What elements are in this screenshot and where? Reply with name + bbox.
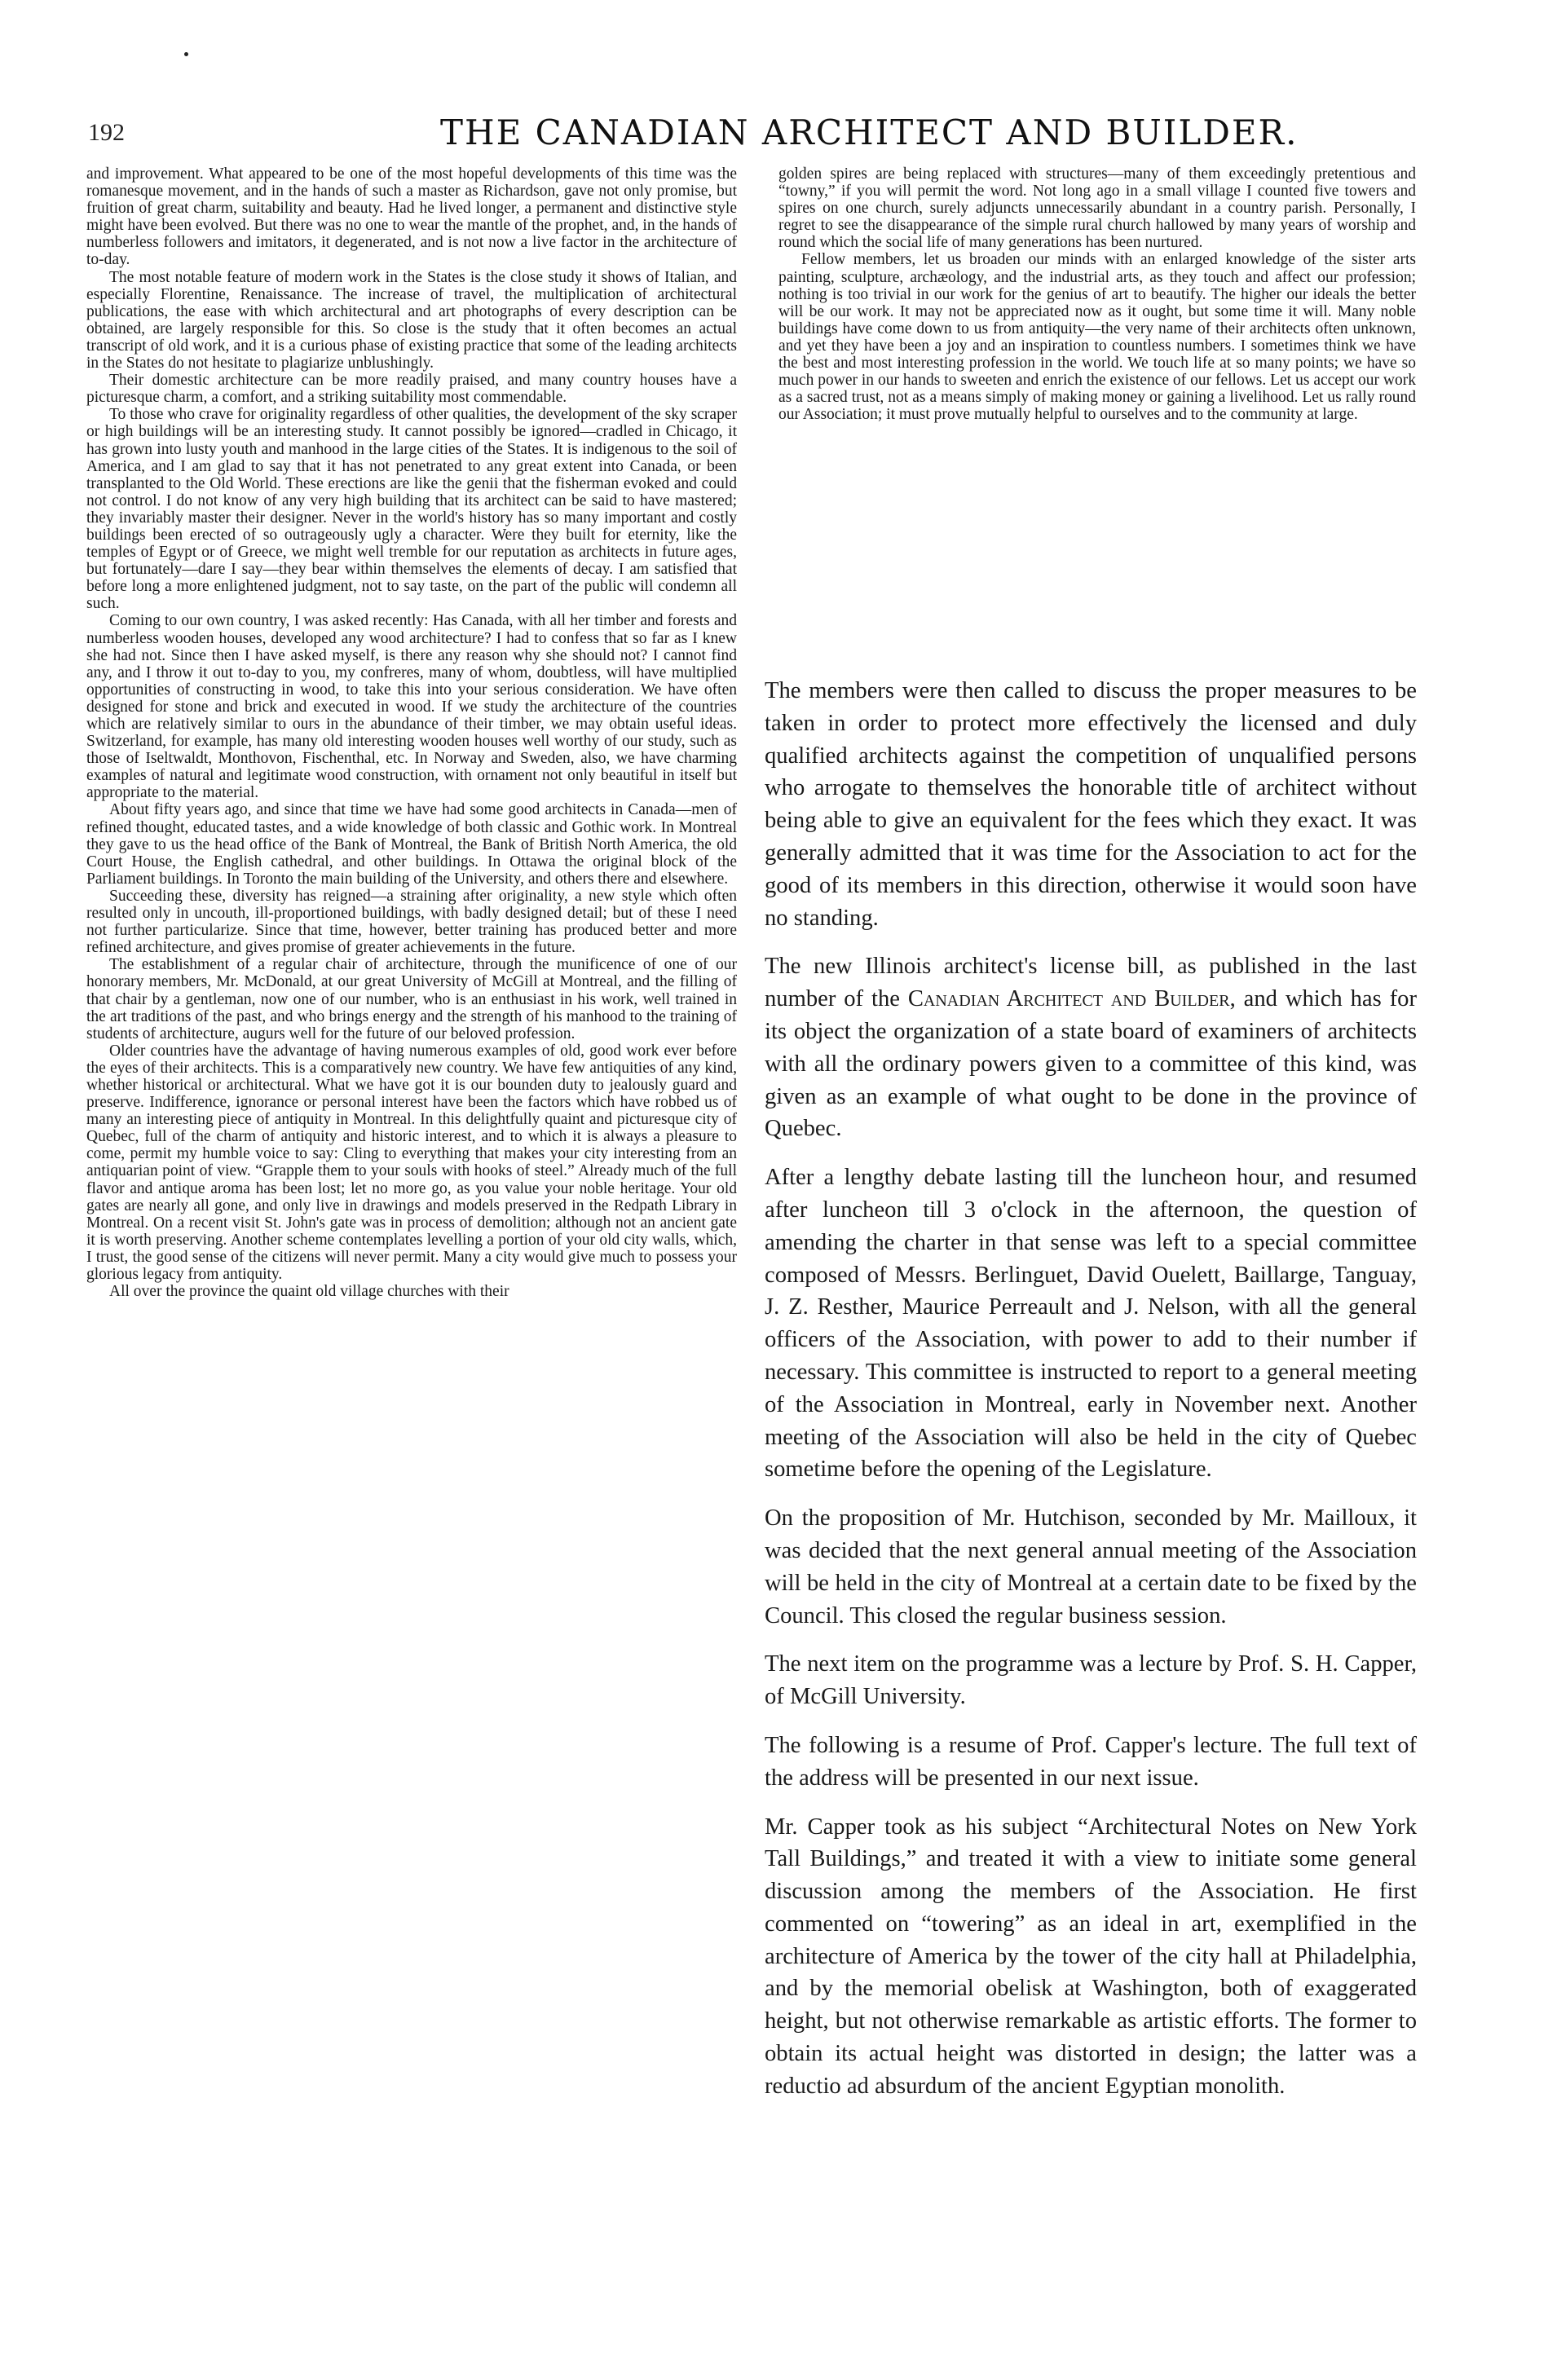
ink-speck xyxy=(184,52,188,56)
page-number: 192 xyxy=(88,119,125,146)
paragraph: On the proposition of Mr. Hutchison, seconded by Mr. Mailloux, it was decided that the next general annual meeting of the Association will be held in the city of Montreal at a certain date to be fixed by the Council. This closed the regular business session. xyxy=(765,1505,1417,1629)
paragraph: and improvement. What appeared to be one of the most hopeful developments of this time was the romanesque movement, and in the hands of such a master as Richardson, gave not only promise, but fruition of great charm, suitability and beauty. Had he lived longer, a permanent and distinctive style might have been evolved. But there was no one to wear the mantle of the prophet, and, in the hands of numberless followers and imitators, it degenerated, and is not now a live factor in the architecture of to-day. xyxy=(86,165,737,269)
paragraph: Coming to our own country, I was asked recently: Has Canada, with all her timber and forests and numberless wooden houses, developed any wood architecture? I had to confess that so far as I knew she had not. Since then I have asked myself, is there any reason why she should not? I cannot find any, and I throw it out to-day to you, my confreres, many of whom, doubtless, will have multiplied opportunities of constructing in wood, to take this into your serious consideration. We have often designed for stone and brick and executed in wood. If we study the architecture of the countries which are relatively similar to ours in the abundance of their timber, we may obtain useful ideas. Switzerland, for example, has many old interesting wooden houses well worthy of our study, such as those of Iseltwaldt, Monthovon, Fischenthal, etc. In Norway and Sweden, also, we have charming examples of natural and legitimate wood construction, with ornament not only beautiful in itself but appropriate to the material. xyxy=(86,612,737,802)
paragraph: Mr. Capper took as his subject “Architectural Notes on New York Tall Buildings,” and treated it with a view to initiate some general discussion among the members of the Association. He first commented on “towering” as an ideal in art, exemplified in the architecture of America by the tower of the city hall at Philadelphia, and by the memorial obelisk at Washington, both of exaggerated height, but not otherwise remarkable as artistic efforts. The former to obtain its actual height was distorted in design; the latter was a reductio ad absurdum of the ancient Egyptian monolith. xyxy=(765,1814,1417,2099)
paragraph: The following is a resume of Prof. Capper's lecture. The full text of the address will be presented in our next issue. xyxy=(765,1732,1417,1791)
paragraph: About fifty years ago, and since that time we have had some good architects in Canada—men of refined thought, educated tastes, and a wide knowledge of both classic and Gothic work. In Montreal they gave to us the head office of the Bank of Montreal, the Bank of British North America, the old Court House, the English cathedral, and other buildings. In Ottawa the original block of the Parliament buildings. In Toronto the main building of the University, and others there and elsewhere. xyxy=(86,801,737,888)
right-column-report xyxy=(765,675,1417,2378)
running-title: THE CANADIAN ARCHITECT AND BUILDER. xyxy=(440,112,1299,152)
text-run: The new Illinois architect's license bill, as published in the last number of the xyxy=(765,954,1417,1012)
paragraph: Older countries have the advantage of having numerous examples of old, good work ever before the eyes of their architects. This is a comparatively new country. We have few antiquities of any kind, whether historical or architectural. What we have got it is our bounden duty to jealously guard and preserve. Indifference, ignorance or personal interest have been the factors which have robbed us of many an interesting piece of antiquity in Montreal. In this delightfully quaint and picturesque city of Quebec, full of the charm of antiquity and historic interest, and to which it is always a pleasure to come, permit my humble voice to say: Cling to everything that makes your city interesting from an antiquarian point of view. “Grapple them to your souls with hooks of steel.” Already much of the full flavor and antique aroma has been lost; let no more go, as you value your noble heritage. Your old gates are nearly all gone, and only live in drawings and models preserved in the Redpath Library in Montreal. On a recent visit St. John's gate was in process of demolition; although not an ancient gate it is worth preserving. Another scheme contemplates levelling a portion of your old city walls, which, I trust, the good sense of the citizens will never permit. Many a city would give much to possess your glorious legacy from antiquity. xyxy=(86,1042,737,1283)
paragraph: All over the province the quaint old village churches with their xyxy=(109,1283,509,1301)
paragraph: golden spires are being replaced with structures—many of them exceedingly pretentious and “towny,” if you will permit the word. Not long ago in a small village I counted five towers and spires on one church, surely adjuncts unnecessarily abundant in a country parish. Personally, I regret to see the disappearance of the simple rural church hallowed by many years of worship and round which the social life of many generations has been nurtured. xyxy=(778,165,1416,252)
paragraph: Their domestic architecture can be more readily praised, and many country houses have a picturesque charm, a comfort, and a striking suitability most commendable. xyxy=(86,372,737,407)
right-column-address-end xyxy=(778,165,1416,671)
paragraph: The members were then called to discuss the proper measures to be taken in order to protect more effectively the licensed and duly qualified architects against the competition of unqualified persons who arrogate to themselves the honorable title of architect without being able to give an equivalent for the fees which they exact. It was generally admitted that it was time for the Association to act for the good of its members in this direction, otherwise it would soon have no standing. xyxy=(765,678,1417,931)
left-column xyxy=(86,165,737,2366)
paragraph: The establishment of a regular chair of architecture, through the munificence of one of our honorary members, Mr. McDonald, at our great University of McGill at Montreal, and the filling of that chair by a gentleman, now one of our number, who is an enthusiast in his work, well trained in the art traditions of the past, and who brings energy and the strength of his manhood to the training of students of architecture, augurs well for the future of our beloved profession. xyxy=(86,956,737,1042)
paragraph: The most notable feature of modern work in the States is the close study it shows of Italian, and especially Florentine, Renaissance. The increase of travel, the multiplication of architectural publications, the ease with which architectural and art photographs of every description can be obtained, are largely responsible for this. So close is the study that it often becomes an actual transcript of old work, and it is a curious phase of existing practice that some of the leading architects in the States do not hesitate to plagiarize unblushingly. xyxy=(86,268,737,372)
paragraph: Fellow members, let us broaden our minds with an enlarged knowledge of the sister arts painting, sculpture, archæology, and the industrial arts, as they touch and affect our profession; nothing is too trivial in our work for the genius of art to beautify. The higher our ideals the better will be our work. It may not be appreciated now as it ought, but some time it will. Many noble buildings have come down to us from antiquity—the very name of their architects often unknown, and yet they have been a joy and an inspiration to countless numbers. I sometimes think we have the best and most interesting profession in the world. We touch life at so many points; we have so much power in our hands to sweeten and enrich the existence of our fellows. Let us accept our work as a sacred trust, not as a means simply of making money or gaining a livelihood. Let us rally round our Association; it must prove mutually helpful to ourselves and to the community at large. xyxy=(778,251,1416,424)
paragraph: To those who crave for originality regardless of other qualities, the development of the sky scraper or high buildings will be an interesting study. It cannot possibly be ignored—cradled in Chicago, it has grown into lusty youth and manhood in the large cities of the States. It is indigenous to the soil of America, and I am glad to say that it has not penetrated to any great extent into Canada, or been transplanted to the Old World. These erections are like the genii that the fisherman evoked and could not control. I do not know of any very high building that its architect can be said to have mastered; they invariably master their designer. Never in the world's history has so many important and costly buildings been erected of so outrageously ugly a character. Were they built for eternity, like the temples of Egypt or of Greece, we might well tremble for our reputation as architects in future ages, but fortunately—dare I say—they bear within themselves the elements of decay. I am satisfied that before long a more enlightened judgment, not to say taste, on the part of the public will condemn all such. xyxy=(86,406,737,613)
paragraph: The next item on the programme was a lecture by Prof. S. H. Capper, of McGill University. xyxy=(765,1651,1417,1710)
paragraph: Succeeding these, diversity has reigned—a straining after originality, a new style which often resulted only in uncouth, ill-proportioned buildings, with badly designed detail; but of these I need not further particularize. Since that time, however, better training has produced better and more refined architecture, and gives promise of greater achievements in the future. xyxy=(86,887,737,957)
paragraph: After a lengthy debate lasting till the luncheon hour, and resumed after luncheon till 3 o'clock in the afternoon, the question of amending the charter in that sense was left to a special committee composed of Messrs. Berlinguet, David Ouelett, Baillarge, Tanguay, J. Z. Resther, Maurice Perreault and J. Nelson, with all the general officers of the Association, with power to add to their number if necessary. This committee is instructed to report to a general meeting of the Association in Montreal, early in November next. Another meeting of the Association will also be held in the city of Quebec sometime before the opening of the Legislature. xyxy=(765,1165,1417,1483)
page-header xyxy=(82,112,1467,161)
paragraph xyxy=(765,950,1417,1145)
text-run: , and which has for its object the organization of a state board of examiners of architects with all the ordinary powers given to a committee of this kind, was given as an example of what ought to be done in the province of Quebec. xyxy=(765,986,1417,1142)
journal-name: Canadian Architect and Builder xyxy=(907,986,1230,1012)
